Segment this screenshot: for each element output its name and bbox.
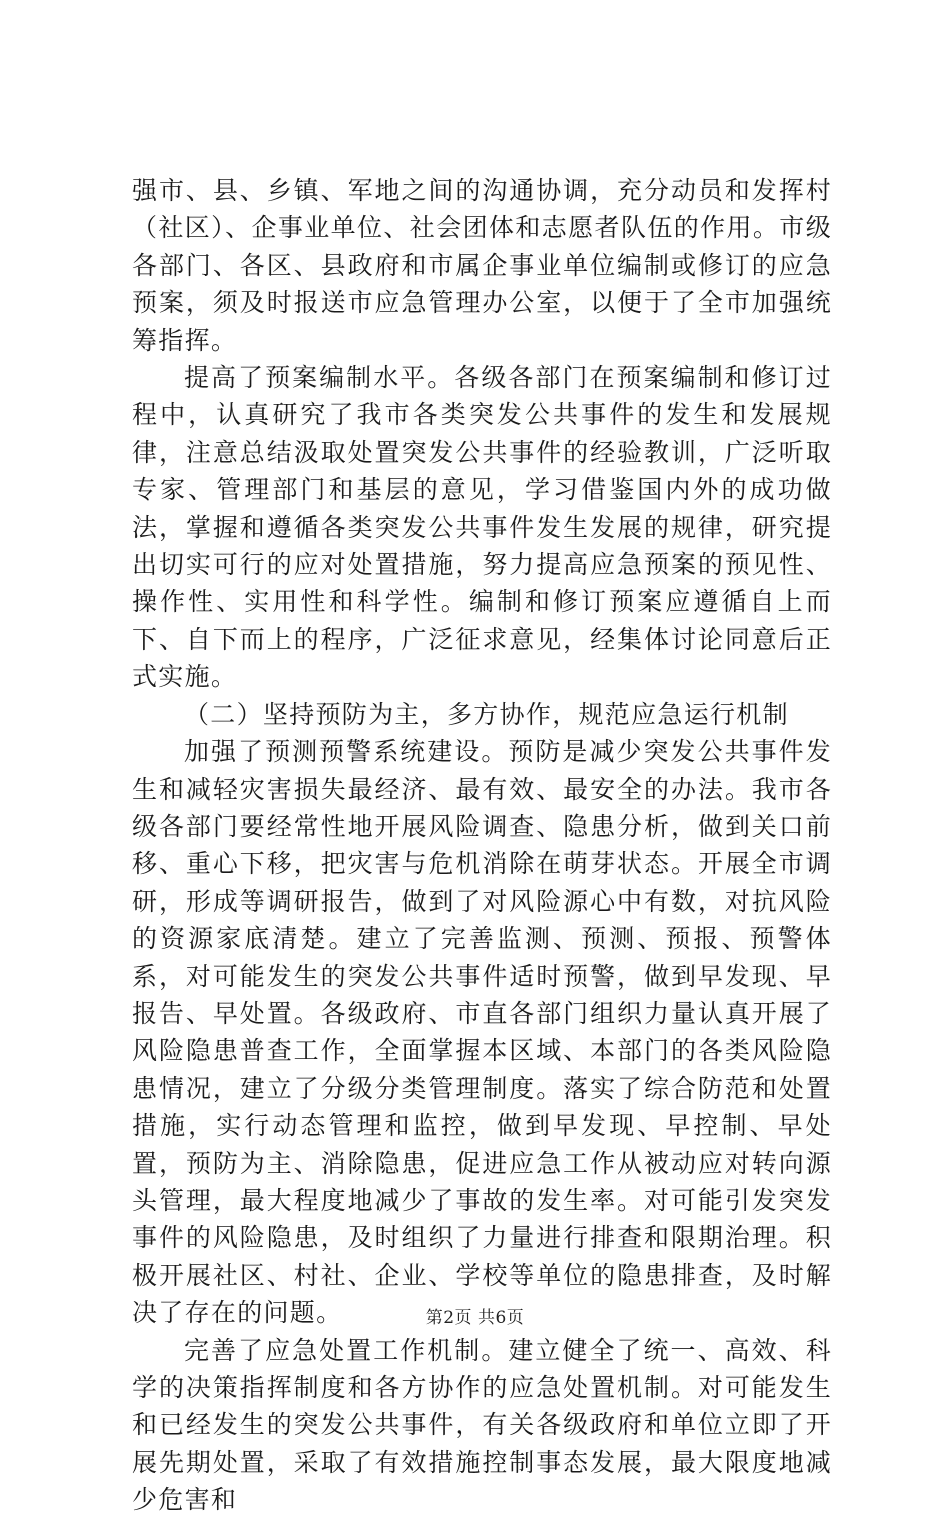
paragraph-early-warning: 加强了预测预警系统建设。预防是减少突发公共事件发生和减轻灾害损失最经济、最有效、最安全的办法。我市各级各部门要经常性地开展风险调查、隐患分析，做到关口前移、重心下移，把灾害与危机消除在萌芽状态。开展全市调研，形成等调研报告，做到了对风险源心中有数，对抗风险的资源家底清楚。建立了完善监测、预测、预报、预警体系，对可能发生的突发公共事件适时预警，做到早发现、早报告、早处置。各级政府、市直各部门组织力量认真开展了风险隐患普查工作，全面掌握本区域、本部门的各类风险隐患情况，建立了分级分类管理制度。落实了综合防范和处置措施，实行动态管理和监控，做到早发现、早控制、早处置，预防为主、消除隐患，促进应急工作从被动应对转向源头管理，最大程度地减少了事故的发生率。对可能引发突发事件的风险隐患，及时组织了力量进行排查和限期治理。积极开展社区、村社、企业、学校等单位的隐患排查，及时解决了存在的问题。 — [132, 737, 832, 1328]
page-number-footer: 第2页 共6页 — [425, 1308, 525, 1328]
paragraph-response-mechanism: 完善了应急处置工作机制。建立健全了统一、高效、科学的决策指挥制度和各方协作的应急处置机制。对可能发生和已经发生的突发公共事件，有关各级政府和单位立即了开展先期处置，采取了有效措施控制事态发展，最大限度地减少危害和 — [132, 1335, 832, 1515]
section-heading: （二）坚持预防为主，多方协作，规范应急运行机制 — [184, 699, 789, 729]
paragraph-plan-drafting: 提高了预案编制水平。各级各部门在预案编制和修订过程中，认真研究了我市各类突发公共事件的发生和发展规律，注意总结汲取处置突发公共事件的经验教训，广泛听取专家、管理部门和基层的意见，学习借鉴国内外的成功做法，掌握和遵循各类突发公共事件发生发展的规律，研究提出切实可行的应对处置措施，努力提高应急预案的预见性、操作性、实用性和科学性。编制和修订预案应遵循自上而下、自下而上的程序，广泛征求意见，经集体讨论同意后正式实施。 — [132, 363, 832, 692]
paragraph-continuation: 强市、县、乡镇、军地之间的沟通协调，充分动员和发挥村（社区）、企事业单位、社会团体和志愿者队伍的作用。市级各部门、各区、县政府和市属企事业单位编制或修订的应急预案，须及时报送市应急管理办公室，以便于了全市加强统筹指挥。 — [132, 176, 832, 355]
